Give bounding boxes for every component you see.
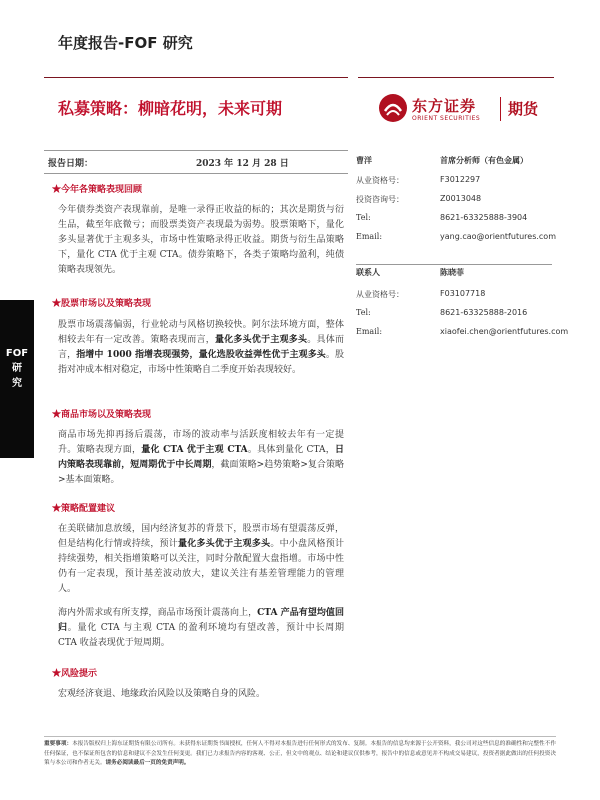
emphasis-text: 量化多头优于主观多头 (214, 335, 308, 345)
contact-email-link[interactable]: xiaofei.chen@orientfutures.com (440, 327, 569, 336)
section-paragraph (58, 318, 344, 378)
section-heading-stocks: ★股票市场以及策略表现 (52, 299, 152, 309)
section-heading-risk: ★风险提示 (52, 669, 98, 679)
body-text: 商品市场先抑再扬后震荡，市场的波动率与活跃度相较去年有一定提升。策略表现方面， (58, 430, 344, 455)
side-tab-line: FOF (5, 348, 29, 359)
logo-company-en: ORIENT SECURITIES (412, 115, 481, 122)
contact-phone: 8621-63325888-3904 (440, 213, 528, 222)
disclaimer-tail: 请务必阅读最后一页的免责声明。 (105, 760, 190, 767)
contact-field-key: Email: (356, 232, 383, 241)
section-paragraph (58, 606, 344, 651)
contact-phone: 8621-63325888-2016 (440, 308, 528, 317)
contact-field-key: Tel: (356, 213, 371, 222)
date-rule-top (44, 150, 348, 151)
logo-company-cn: 东方证券 (412, 97, 477, 115)
contact-field-key: 从业资格号： (356, 290, 404, 299)
contact-field-value: F03107718 (440, 289, 486, 298)
disclaimer-lead: 重要事项： (44, 741, 73, 747)
emphasis-text: 日内策略表现靠前，短周期优于中长周期 (58, 445, 344, 470)
body-text: 今年债券类资产表现靠前，是唯一录得正收益的标的；其次是期货与衍生品，截至年底微亏；而股票类资产表现最为弱势。股票策略下，量化多头显著优于主观多头，市场中性策略录得正收益。期货与衍生品策略下，量化 CTA 优于主观 CTA。债券策略下，各类子策略均盈利，纯债策略表现领先。 (58, 205, 344, 275)
contact-field-key: Tel: (356, 308, 371, 317)
contact-name-key: 联系人 (356, 267, 380, 277)
section-heading-commodities: ★商品市场以及策略表现 (52, 410, 152, 420)
body-text: 宏观经济衰退、地缘政治风险以及策略自身的风险。 (58, 689, 266, 699)
orient-logo-icon (378, 93, 408, 123)
side-tab-line: 研 (12, 363, 22, 374)
contact-field-key: Email: (356, 327, 383, 336)
section-heading-allocation: ★策略配置建议 (52, 504, 116, 514)
company-logo (378, 93, 548, 127)
contact-email-link[interactable]: yang.cao@orientfutures.com (440, 232, 556, 241)
section-heading-review: ★今年各策略表现回顾 (52, 185, 143, 195)
report-date-value: 2023 年 12 月 28 日 (196, 159, 289, 169)
section-paragraph (58, 687, 344, 702)
contact-name-value: 陈晓菲 (440, 267, 464, 277)
disclaimer-text: 本报告版权归上海东证期货有限公司所有。未获得东证期货书面授权，任何人不得对本报告进行任何形式的发布、复制。本报告的信息均来源于公开资料，我公司对这些信息的准确性和完整性不作任何保证，也不保证所包含的信息和建议不会发生任何变更。我们已力求报告内容的客观、公正，但文中的观点、结论和建议仅供参考，报告中的信息或意见并不构成交易建议，投资者据此做出的任何投资决策与本公司和作者无关。 (44, 741, 556, 767)
body-text: 海内外需求或有所支撑，商品市场预计震荡向上， (58, 608, 258, 618)
contact-field-key: 投资咨询号： (356, 195, 404, 204)
section-paragraph (58, 428, 344, 488)
side-category-tab (0, 300, 34, 458)
report-date-label: 报告日期： (48, 159, 94, 169)
body-text: 。中小盘风格预计持续强势，相关指增策略可以关注，同时分散配置大盘指增。市场中性仍有一定表现，预计基差波动放大，建议关注有基差管理能力的管理人。 (58, 539, 344, 594)
report-title: 私募策略：柳暗花明，未来可期 (58, 99, 283, 118)
emphasis-text: CTA 产品有望均值回归 (58, 608, 344, 633)
date-rule-bottom (44, 173, 348, 174)
body-text: ，截面策略>趋势策略>复合策略>基本面策略。 (58, 460, 344, 485)
contact-name-key: 曹洋 (356, 155, 372, 165)
body-text: 股票市场震荡偏弱，行业轮动与风格切换较快。阿尔法环境方面，整体相较去年有一定改善。策略表现而言， (58, 320, 344, 345)
emphasis-text: 指增中 1000 指增表现强势，量化选股收益弹性优于主观多头 (76, 350, 326, 360)
disclaimer (44, 740, 556, 769)
emphasis-text: 量化多头优于主观多头 (178, 539, 271, 549)
section-paragraph (58, 203, 344, 278)
header-rule-right (358, 77, 554, 78)
body-text: 。具体而言， (58, 335, 344, 360)
logo-divider (500, 97, 501, 121)
contact-divider (356, 264, 552, 265)
body-text: 。量化 CTA 与主观 CTA 的盈利环境均有望改善，预计中长周期 CTA 收益表现优于短周期。 (58, 623, 344, 648)
disclaimer-rule (44, 736, 556, 737)
emphasis-text: 量化 CTA 优于主观 CTA (141, 445, 248, 455)
contact-field-key: 从业资格号： (356, 176, 404, 185)
report-type: 年度报告-FOF 研究 (58, 34, 193, 52)
contact-field-value: Z0013048 (440, 194, 482, 203)
body-text: 。股指对冲成本相对稳定，市场中性策略自二季度开始表现较好。 (58, 350, 344, 375)
body-text: 在美联储加息放缓，国内经济复苏的背景下，股票市场有望震荡反弹，但是结构化行情或持续，预计 (58, 524, 344, 549)
section-paragraph (58, 522, 344, 597)
contact-field-value: F3012297 (440, 175, 481, 184)
body-text: 。具体到量化 CTA， (247, 445, 335, 455)
side-tab-line: 究 (12, 378, 22, 389)
contact-name-value: 首席分析师（有色金属） (440, 155, 528, 165)
logo-division: 期货 (508, 100, 539, 118)
header-rule-left (44, 77, 348, 78)
